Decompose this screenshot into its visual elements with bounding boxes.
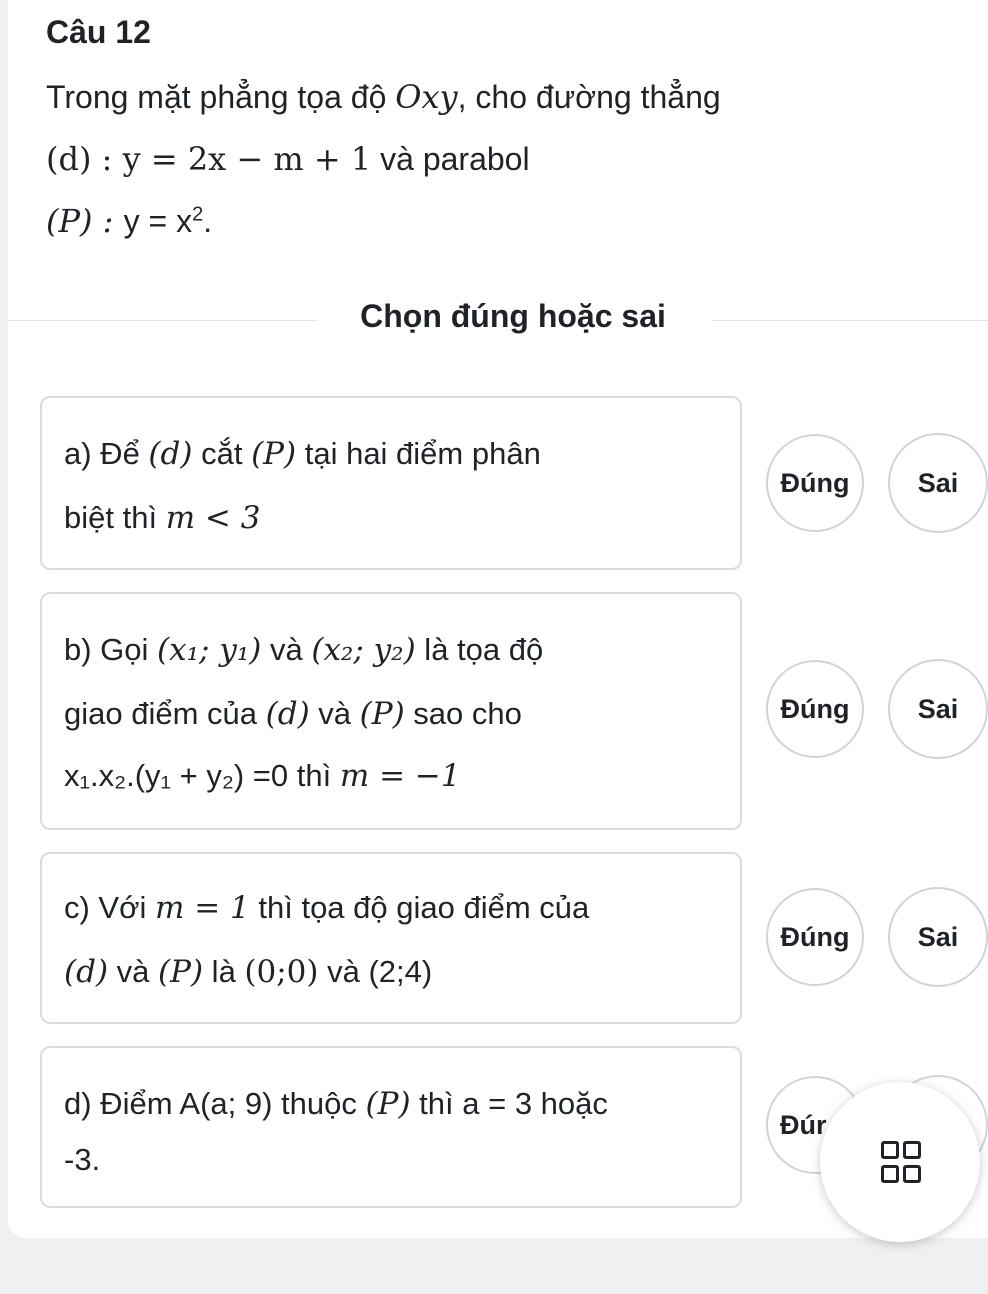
statement-a-false-button[interactable]: Sai [888,433,988,533]
statement-b-true-button[interactable]: Đúng [766,660,864,758]
statement-b-line-3: x₁.x₂.(y₁ + y₂) =0 thì m = −1 [64,758,461,794]
statement-d-line-2: -3. [64,1142,101,1177]
statement-b-line-1: b) Gọi (x₁; y₁) và (x₂; y₂) là tọa độ [64,632,544,668]
statement-c-false-button[interactable]: Sai [888,887,988,987]
statement-b-line-2: giao điểm của (d) và (P) sao cho [64,696,522,732]
statement-a-line-1: a) Để (d) cắt (P) tại hai điểm phân [64,436,541,472]
statement-c-line-1: c) Với m = 1 thì tọa độ giao điểm của [64,890,590,926]
statement-b [40,592,742,830]
question-grid-fab[interactable] [820,1082,980,1242]
question-stem-line-1: Trong mặt phẳng tọa độ Oxy, cho đường thẳng [46,78,721,116]
statement-a [40,396,742,570]
grid-icon [881,1141,919,1183]
statement-a-line-2: biệt thì m < 3 [64,500,261,536]
statement-c-true-button[interactable]: Đúng [766,888,864,986]
question-title: Câu 12 [46,14,151,50]
statement-d-true-button[interactable]: Đúr [766,1076,864,1174]
statement-b-false-button[interactable]: Sai [888,659,988,759]
statement-a-true-button[interactable]: Đúng [766,434,864,532]
instruction-label: Chọn đúng hoặc sai [360,298,666,334]
statement-c-line-2: (d) và (P) là (0;0) và (2;4) [64,954,433,990]
question-stem-line-2: (d) : y = 2x − m + 1 và parabol [46,140,530,178]
statement-c [40,852,742,1024]
statement-d [40,1046,742,1208]
statement-d-line-1: d) Điểm A(a; 9) thuộc (P) thì a = 3 hoặc [64,1086,608,1122]
question-stem-line-3: (P) : $y = x^2$. [46,202,213,240]
